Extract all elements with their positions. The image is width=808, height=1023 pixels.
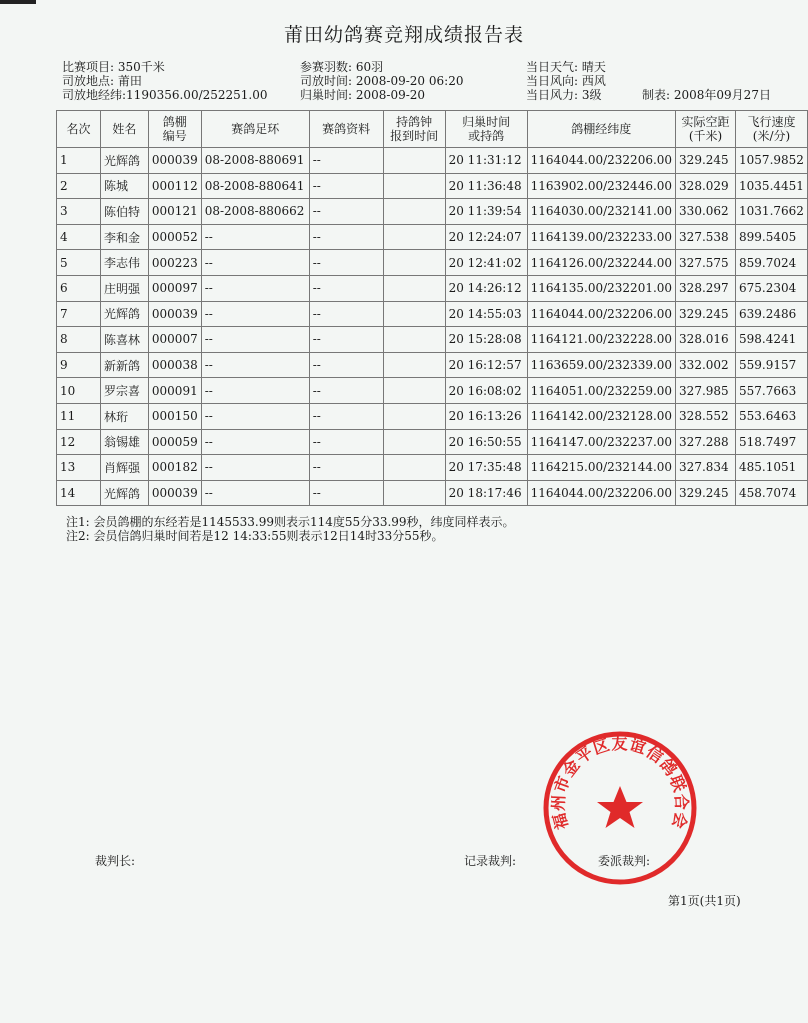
cell-rank: 1 <box>57 148 101 174</box>
table-row <box>57 250 808 276</box>
column-header-rank <box>57 111 101 148</box>
cell-clock <box>383 455 445 481</box>
table-row <box>57 224 808 250</box>
column-header-clock <box>383 111 445 148</box>
wind-force-value: 3级 <box>581 88 602 102</box>
cell-speed: 598.4241 <box>736 327 808 353</box>
cell-distance: 327.288 <box>676 429 736 455</box>
return-time-label: 归巢时间: <box>300 88 353 102</box>
cell-name: 庄明强 <box>100 275 148 301</box>
cell-rank: 8 <box>57 327 101 353</box>
record-judge-label: 记录裁判: <box>464 854 517 868</box>
cell-distance: 327.575 <box>676 250 736 276</box>
cell-loft: 000059 <box>148 429 201 455</box>
seal-star-icon <box>597 786 643 828</box>
cell-return: 20 18:17:46 <box>445 480 527 506</box>
report-title: 莆田幼鸽赛竞翔成绩报告表 <box>283 24 524 46</box>
cell-ring: 08-2008-880641 <box>201 173 309 199</box>
cell-return: 20 17:35:48 <box>445 455 527 481</box>
column-header-info <box>309 111 383 148</box>
weather-label: 当日天气: <box>526 60 579 74</box>
cell-coords: 1163902.00/232446.00 <box>527 173 675 199</box>
cell-return: 20 12:41:02 <box>445 250 527 276</box>
cell-distance: 328.016 <box>676 327 736 353</box>
column-header-speed <box>736 111 808 148</box>
cell-rank: 4 <box>57 224 101 250</box>
cell-return: 20 11:31:12 <box>445 148 527 174</box>
cell-return: 20 16:08:02 <box>445 378 527 404</box>
release-time-row <box>300 74 463 88</box>
table-body <box>57 148 808 506</box>
column-header-name <box>100 111 148 148</box>
cell-clock <box>383 480 445 506</box>
cell-speed: 458.7074 <box>736 480 808 506</box>
cell-name: 罗宗喜 <box>100 378 148 404</box>
column-header-loft <box>148 111 201 148</box>
cell-coords: 1163659.00/232339.00 <box>527 352 675 378</box>
table-row <box>57 327 808 353</box>
cell-rank: 13 <box>57 455 101 481</box>
cell-loft: 000223 <box>148 250 201 276</box>
cell-clock <box>383 429 445 455</box>
results-table <box>56 110 808 506</box>
made-label: 制表: <box>642 88 671 102</box>
cell-clock <box>383 378 445 404</box>
meta-column-3 <box>526 60 606 102</box>
cell-ring: 08-2008-880691 <box>201 148 309 174</box>
cell-speed: 1031.7662 <box>736 199 808 225</box>
cell-return: 20 16:50:55 <box>445 429 527 455</box>
cell-loft: 000007 <box>148 327 201 353</box>
table-row <box>57 403 808 429</box>
cell-rank: 2 <box>57 173 101 199</box>
cell-coords: 1164126.00/232244.00 <box>527 250 675 276</box>
event-row <box>62 60 268 74</box>
cell-ring: -- <box>201 250 309 276</box>
release-time-label: 司放时间: <box>300 74 353 88</box>
cell-clock <box>383 224 445 250</box>
cell-coords: 1164051.00/232259.00 <box>527 378 675 404</box>
cell-speed: 675.2304 <box>736 275 808 301</box>
cell-rank: 9 <box>57 352 101 378</box>
table-row <box>57 148 808 174</box>
cell-speed: 859.7024 <box>736 250 808 276</box>
column-header-line1: 赛鸽足环 <box>231 122 280 136</box>
birds-label: 参赛羽数: <box>300 60 353 74</box>
cell-distance: 329.245 <box>676 301 736 327</box>
cell-loft: 000039 <box>148 301 201 327</box>
cell-return: 20 11:39:54 <box>445 199 527 225</box>
cell-info: -- <box>309 403 383 429</box>
table-row <box>57 173 808 199</box>
chief-judge-label: 裁判长: <box>95 854 136 868</box>
birds-row <box>300 60 463 74</box>
cell-loft: 000121 <box>148 199 201 225</box>
cell-clock <box>383 301 445 327</box>
cell-clock <box>383 327 445 353</box>
cell-rank: 7 <box>57 301 101 327</box>
column-header-line1: 赛鸽资料 <box>322 122 371 136</box>
cell-coords: 1164142.00/232128.00 <box>527 403 675 429</box>
meta-column-2 <box>300 60 463 102</box>
table-row <box>57 378 808 404</box>
cell-coords: 1164030.00/232141.00 <box>527 199 675 225</box>
event-label: 比赛项目: <box>62 60 115 74</box>
release-coords-value: 1190356.00/252251.00 <box>126 88 268 102</box>
cell-info: -- <box>309 429 383 455</box>
cell-loft: 000091 <box>148 378 201 404</box>
table-row <box>57 480 808 506</box>
wind-force-row <box>526 88 606 102</box>
cell-speed: 485.1051 <box>736 455 808 481</box>
cell-coords: 1164044.00/232206.00 <box>527 480 675 506</box>
column-header-line2: (米/分) <box>752 129 791 143</box>
cell-coords: 1164044.00/232206.00 <box>527 148 675 174</box>
cell-speed: 559.9157 <box>736 352 808 378</box>
cell-coords: 1164215.00/232144.00 <box>527 455 675 481</box>
table-row <box>57 301 808 327</box>
cell-info: -- <box>309 480 383 506</box>
cell-speed: 1035.4451 <box>736 173 808 199</box>
cell-loft: 000150 <box>148 403 201 429</box>
cell-name: 翁锡雄 <box>100 429 148 455</box>
cell-name: 光辉鸽 <box>100 148 148 174</box>
cell-loft: 000052 <box>148 224 201 250</box>
wind-dir-label: 当日风向: <box>526 74 579 88</box>
note-2: 注2: 会员信鸽归巢时间若是12 14:33:55则表示12日14时33分55秒。 <box>66 529 444 543</box>
cell-ring: -- <box>201 224 309 250</box>
cell-name: 新新鸽 <box>100 352 148 378</box>
assigned-judge-label: 委派裁判: <box>598 854 651 868</box>
release-place-value: 莆田 <box>117 74 142 88</box>
cell-name: 陈城 <box>100 173 148 199</box>
cell-coords: 1164135.00/232201.00 <box>527 275 675 301</box>
column-header-line1: 名次 <box>66 122 91 136</box>
cell-ring: -- <box>201 378 309 404</box>
release-coords-row <box>62 88 268 102</box>
cell-return: 20 15:28:08 <box>445 327 527 353</box>
cell-loft: 000112 <box>148 173 201 199</box>
cell-loft: 000038 <box>148 352 201 378</box>
cell-ring: -- <box>201 403 309 429</box>
cell-name: 光辉鸽 <box>100 480 148 506</box>
cell-rank: 11 <box>57 403 101 429</box>
weather-value: 晴天 <box>581 60 606 74</box>
table-row <box>57 199 808 225</box>
cell-rank: 12 <box>57 429 101 455</box>
cell-distance: 329.245 <box>676 148 736 174</box>
cell-ring: -- <box>201 327 309 353</box>
cell-clock <box>383 403 445 429</box>
cell-name: 光辉鸽 <box>100 301 148 327</box>
table-row <box>57 455 808 481</box>
cell-distance: 329.245 <box>676 480 736 506</box>
wind-force-label: 当日风力: <box>526 88 579 102</box>
meta-column-1 <box>62 60 268 102</box>
cell-name: 李和金 <box>100 224 148 250</box>
event-value: 350千米 <box>117 60 165 74</box>
column-header-line1: 飞行速度 <box>747 115 796 129</box>
cell-distance: 330.062 <box>676 199 736 225</box>
cell-rank: 6 <box>57 275 101 301</box>
cell-rank: 10 <box>57 378 101 404</box>
release-place-row <box>62 74 268 88</box>
release-coords-label: 司放地经纬: <box>62 88 127 102</box>
cell-coords: 1164147.00/232237.00 <box>527 429 675 455</box>
cell-distance: 328.552 <box>676 403 736 429</box>
birds-value: 60羽 <box>355 60 384 74</box>
cell-rank: 3 <box>57 199 101 225</box>
cell-speed: 639.2486 <box>736 301 808 327</box>
made-value: 2008年09月27日 <box>673 88 771 102</box>
column-header-line2: 报到时间 <box>390 129 439 143</box>
cell-info: -- <box>309 224 383 250</box>
cell-speed: 553.6463 <box>736 403 808 429</box>
column-header-coords <box>527 111 675 148</box>
cell-rank: 14 <box>57 480 101 506</box>
cell-speed: 518.7497 <box>736 429 808 455</box>
cell-clock <box>383 173 445 199</box>
return-time-value: 2008-09-20 <box>355 88 426 102</box>
cell-return: 20 14:26:12 <box>445 275 527 301</box>
cell-speed: 1057.9852 <box>736 148 808 174</box>
cell-distance: 332.002 <box>676 352 736 378</box>
cell-info: -- <box>309 275 383 301</box>
cell-info: -- <box>309 250 383 276</box>
cell-return: 20 16:13:26 <box>445 403 527 429</box>
cell-coords: 1164044.00/232206.00 <box>527 301 675 327</box>
cell-ring: -- <box>201 275 309 301</box>
cell-ring: -- <box>201 455 309 481</box>
cell-name: 肖辉强 <box>100 455 148 481</box>
column-header-distance <box>676 111 736 148</box>
cell-loft: 000039 <box>148 148 201 174</box>
cell-return: 20 12:24:07 <box>445 224 527 250</box>
cell-loft: 000097 <box>148 275 201 301</box>
cell-loft: 000182 <box>148 455 201 481</box>
cell-ring: -- <box>201 480 309 506</box>
seal-text: 福州市金平区友谊信鸽联合会 <box>548 734 692 832</box>
cell-coords: 1164121.00/232228.00 <box>527 327 675 353</box>
column-header-line1: 持鸽钟 <box>396 115 433 129</box>
cell-name: 陈喜林 <box>100 327 148 353</box>
column-header-line1: 姓名 <box>112 122 137 136</box>
cell-distance: 327.538 <box>676 224 736 250</box>
column-header-line1: 鸽棚 <box>162 115 187 129</box>
cell-coords: 1164139.00/232233.00 <box>527 224 675 250</box>
cell-clock <box>383 199 445 225</box>
cell-info: -- <box>309 148 383 174</box>
cell-speed: 899.5405 <box>736 224 808 250</box>
table-row <box>57 352 808 378</box>
wind-dir-value: 西风 <box>581 74 606 88</box>
column-header-line2: (千米) <box>688 129 723 143</box>
cell-info: -- <box>309 199 383 225</box>
cell-rank: 5 <box>57 250 101 276</box>
cell-loft: 000039 <box>148 480 201 506</box>
cell-info: -- <box>309 173 383 199</box>
cell-clock <box>383 352 445 378</box>
cell-ring: 08-2008-880662 <box>201 199 309 225</box>
weather-row <box>526 60 606 74</box>
cell-ring: -- <box>201 352 309 378</box>
cell-return: 20 11:36:48 <box>445 173 527 199</box>
cell-name: 李志伟 <box>100 250 148 276</box>
cell-ring: -- <box>201 429 309 455</box>
cell-distance: 327.834 <box>676 455 736 481</box>
column-header-line1: 实际空距 <box>681 115 730 129</box>
table-row <box>57 429 808 455</box>
column-header-ring <box>201 111 309 148</box>
cell-info: -- <box>309 352 383 378</box>
column-header-line1: 鸽棚经纬度 <box>571 122 632 136</box>
table-row <box>57 275 808 301</box>
notes <box>66 515 515 543</box>
cell-return: 20 16:12:57 <box>445 352 527 378</box>
cell-clock <box>383 250 445 276</box>
cell-name: 陈伯特 <box>100 199 148 225</box>
page-info: 第1页(共1页) <box>668 894 741 908</box>
cell-info: -- <box>309 455 383 481</box>
column-header-return <box>445 111 527 148</box>
cell-info: -- <box>309 327 383 353</box>
made-date <box>642 88 771 102</box>
cell-name: 林珩 <box>100 403 148 429</box>
official-seal-stamp <box>540 728 700 888</box>
return-time-row <box>300 88 463 102</box>
cell-distance: 328.029 <box>676 173 736 199</box>
release-time-value: 2008-09-20 06:20 <box>355 74 464 88</box>
cell-ring: -- <box>201 301 309 327</box>
cell-info: -- <box>309 378 383 404</box>
cell-clock <box>383 148 445 174</box>
cell-distance: 327.985 <box>676 378 736 404</box>
release-place-label: 司放地点: <box>62 74 115 88</box>
cell-info: -- <box>309 301 383 327</box>
scan-corner-mark <box>0 0 36 4</box>
column-header-line1: 归巢时间 <box>462 115 511 129</box>
cell-return: 20 14:55:03 <box>445 301 527 327</box>
table-header-row <box>57 111 808 148</box>
column-header-line2: 编号 <box>162 129 187 143</box>
note-1: 注1: 会员鸽棚的东经若是1145533.99则表示114度55分33.99秒，纬度同样表示。 <box>66 515 515 529</box>
cell-speed: 557.7663 <box>736 378 808 404</box>
column-header-line2: 或持鸽 <box>468 129 505 143</box>
cell-distance: 328.297 <box>676 275 736 301</box>
cell-clock <box>383 275 445 301</box>
wind-dir-row <box>526 74 606 88</box>
